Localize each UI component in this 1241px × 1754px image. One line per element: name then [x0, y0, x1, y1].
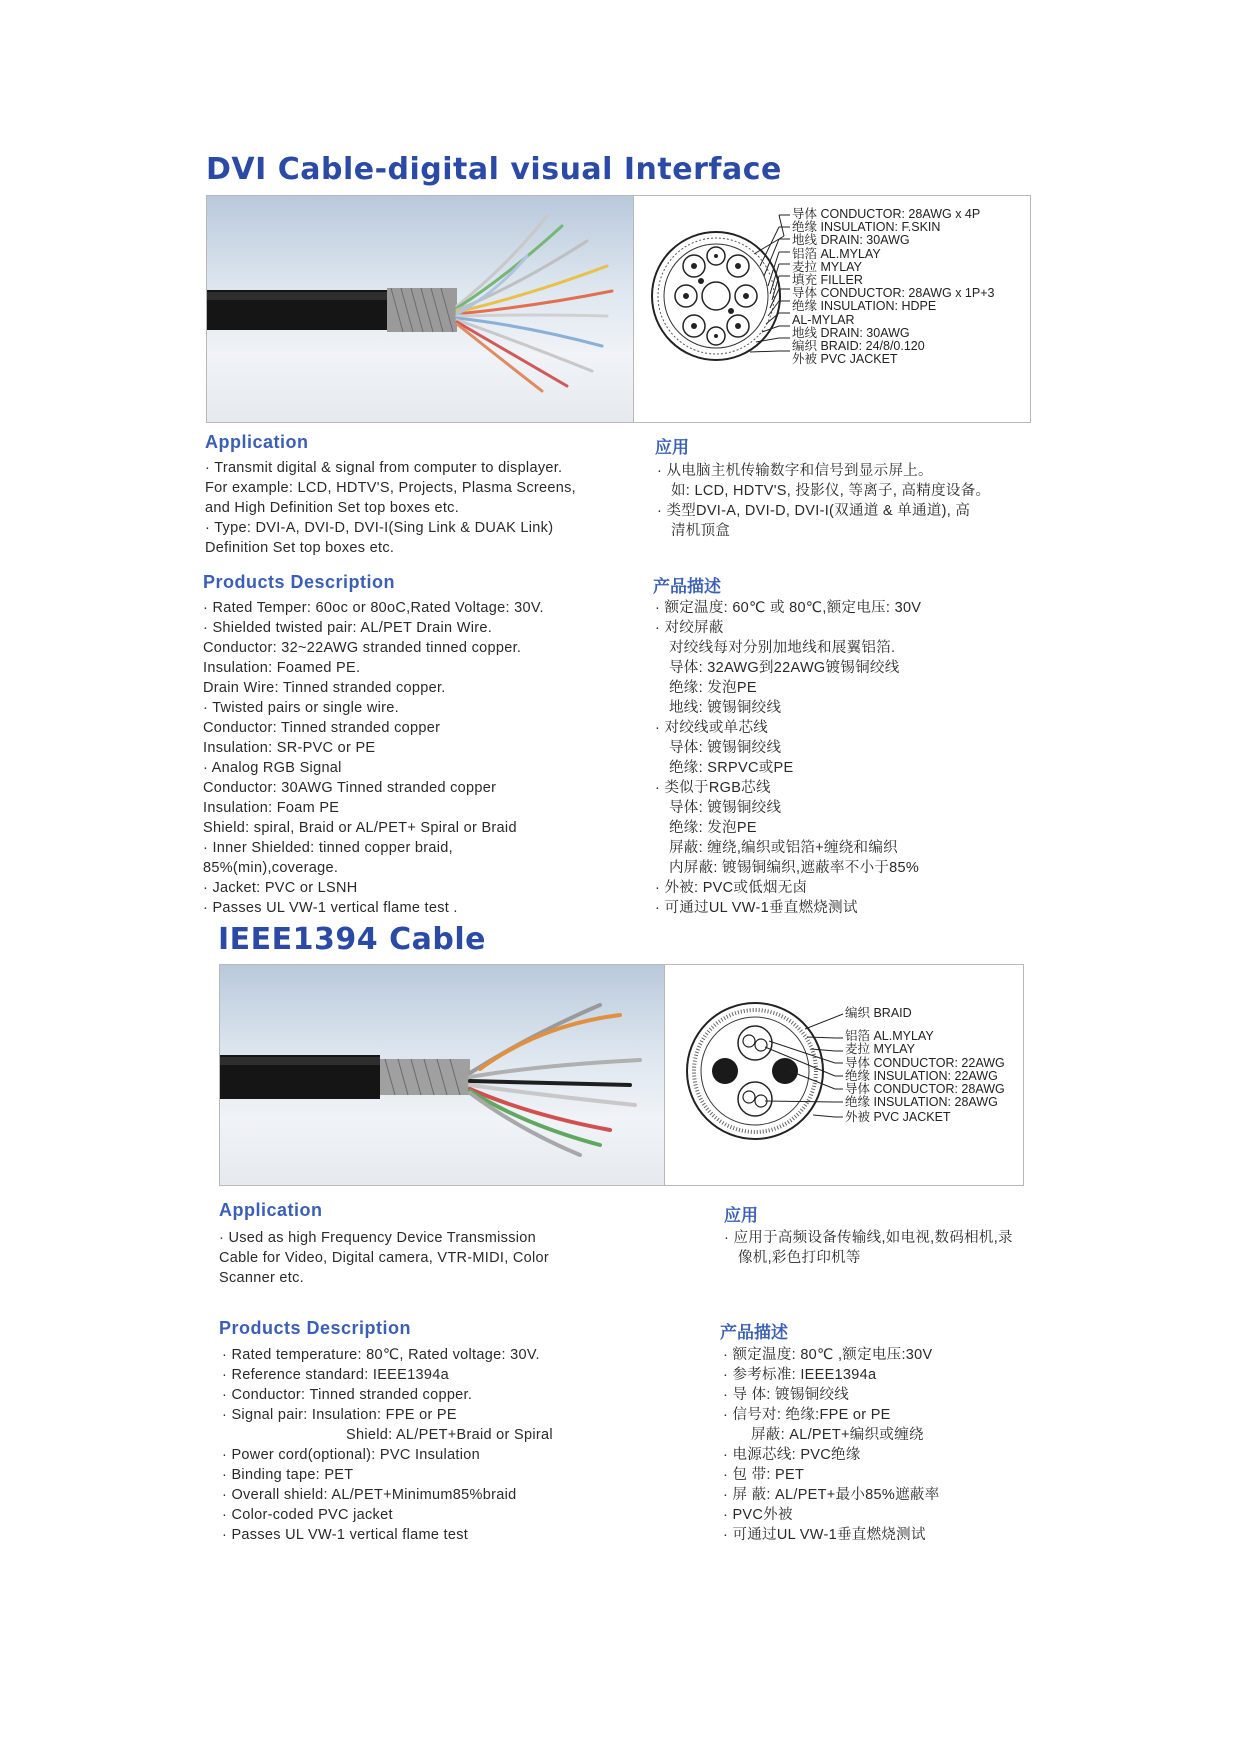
ieee-application-text — [219, 1228, 549, 1288]
text-line: · 应用于高频设备传输线,如电视,数码相机,录 — [724, 1230, 1013, 1246]
text-line: 85%(min),coverage. — [203, 860, 339, 876]
text-line: · 导 体: 镀锡铜绞线 — [723, 1387, 850, 1403]
text-line: Insulation: SR-PVC or PE — [203, 740, 376, 756]
text-line: · 对绞线或单芯线 — [655, 720, 769, 736]
text-line: · 信号对: 绝缘:FPE or PE — [723, 1407, 891, 1423]
text-line: Shield: AL/PET+Braid or Spiral — [346, 1427, 553, 1443]
text-line: 对绞线每对分别加地线和展翼铝箔. — [669, 640, 896, 656]
dvi-application-heading: Application — [205, 432, 309, 452]
text-line: For example: LCD, HDTV'S, Projects, Plasma Screens, — [205, 480, 577, 496]
text-line: · Rated temperature: 80℃, Rated voltage: 30V. — [222, 1347, 540, 1363]
dvi-application-cn-heading: 应用 — [655, 438, 689, 457]
dvi-cable-photo — [207, 196, 633, 422]
text-line: · Conductor: Tinned stranded copper. — [222, 1387, 473, 1403]
text-line: · 屏 蔽: AL/PET+最小85%遮蔽率 — [723, 1487, 940, 1503]
ieee-image-panel — [219, 964, 1024, 1186]
text-line: · Power cord(optional): PVC Insulation — [222, 1447, 481, 1463]
text-line: · 额定温度: 80℃ ,额定电压:30V — [723, 1347, 933, 1363]
text-line: 清机顶盒 — [671, 523, 731, 539]
dvi-application-text — [205, 458, 576, 558]
ieee-cross-section — [664, 965, 1024, 1185]
text-line: 如: LCD, HDTV'S, 投影仪, 等离子, 高精度设备。 — [671, 483, 991, 499]
dvi-products-text — [203, 598, 544, 918]
ieee-products-heading: Products Description — [219, 1318, 412, 1338]
ieee-title: IEEE1394 Cable — [218, 922, 486, 957]
dvi-legend — [792, 208, 994, 366]
ieee-legend-item: 绝缘 INSULATION: 22AWG — [845, 1068, 998, 1083]
ieee-legend-item: 绝缘 INSULATION: 28AWG — [845, 1095, 998, 1110]
ieee-legend — [845, 1007, 1005, 1125]
text-line: · Binding tape: PET — [222, 1467, 354, 1483]
text-line: · Twisted pairs or single wire. — [203, 700, 399, 716]
text-line: · 外被: PVC或低烟无卤 — [655, 880, 808, 896]
ieee-legend-item: 编织 BRAID — [845, 1006, 912, 1020]
ieee-products-cn-text — [723, 1345, 940, 1545]
dvi-legend-item: 绝缘 INSULATION: F.SKIN — [792, 220, 941, 235]
dvi-legend-item: 地线 DRAIN: 30AWG — [792, 233, 910, 248]
text-line: · 额定温度: 60℃ 或 80℃,额定电压: 30V — [655, 600, 922, 616]
dvi-legend-item: 导体 CONDUCTOR: 28AWG x 1P+3 — [792, 286, 995, 301]
ieee-application-cn-text — [724, 1228, 1013, 1268]
ieee-products-text — [222, 1345, 553, 1545]
text-line: · Reference standard: IEEE1394a — [222, 1367, 449, 1383]
text-line: · Color-coded PVC jacket — [222, 1507, 393, 1523]
ieee-cable-illustration — [220, 965, 664, 1185]
ieee-cable-photo — [220, 965, 664, 1185]
dvi-cross-section — [633, 196, 1031, 422]
ieee-legend-item: 铝箔 AL.MYLAY — [845, 1029, 934, 1044]
dvi-image-panel — [206, 195, 1031, 423]
text-line: · 参考标准: IEEE1394a — [723, 1367, 877, 1383]
text-line: 地线: 镀锡铜绞线 — [669, 700, 782, 716]
text-line: and High Definition Set top boxes etc. — [205, 500, 460, 516]
ieee-legend-item: 外被 PVC JACKET — [845, 1110, 951, 1125]
text-line: · Used as high Frequency Device Transmission — [219, 1230, 537, 1246]
dvi-legend-item: 导体 CONDUCTOR: 28AWG x 4P — [792, 207, 981, 221]
text-line: 导体: 镀锡铜绞线 — [669, 800, 782, 816]
text-line: · Inner Shielded: tinned copper braid, — [203, 840, 453, 856]
text-line: · 包 带: PET — [723, 1467, 805, 1483]
text-line: · Jacket: PVC or LSNH — [203, 880, 358, 896]
text-line: · Passes UL VW-1 vertical flame test . — [203, 900, 458, 916]
text-line: · Passes UL VW-1 vertical flame test — [222, 1527, 469, 1543]
text-line: · 可通过UL VW-1垂直燃烧测试 — [655, 900, 858, 916]
text-line: · Signal pair: Insulation: FPE or PE — [222, 1407, 457, 1423]
text-line: 绝缘: 发泡PE — [669, 820, 757, 836]
dvi-legend-item: 麦拉 MYLAY — [792, 259, 862, 274]
dvi-products-cn-text — [655, 598, 921, 918]
dvi-legend-item: 地线 DRAIN: 30AWG — [792, 325, 910, 340]
text-line: · 对绞屏蔽 — [655, 620, 724, 636]
dvi-legend-item: 铝箔 AL.MYLAY — [792, 246, 881, 261]
dvi-products-heading: Products Description — [203, 572, 396, 592]
dvi-cable-illustration — [207, 196, 633, 422]
dvi-legend-item: 绝缘 INSULATION: HDPE — [792, 299, 937, 314]
text-line: · Rated Temper: 60oc or 80oC,Rated Voltage: 30V. — [203, 600, 544, 616]
text-line: · 可通过UL VW-1垂直燃烧测试 — [723, 1527, 926, 1543]
dvi-legend-item: 填充 FILLER — [792, 273, 863, 288]
ieee-application-cn-heading: 应用 — [724, 1206, 758, 1225]
text-line: Insulation: Foamed PE. — [203, 660, 361, 676]
text-line: · 类型DVI-A, DVI-D, DVI-I(双通道 & 单通道), 高 — [657, 503, 971, 519]
text-line: 屏蔽: AL/PET+编织或缠绕 — [751, 1427, 924, 1443]
text-line: Conductor: Tinned stranded copper — [203, 720, 441, 736]
text-line: · PVC外被 — [723, 1507, 793, 1523]
dvi-legend-item: 外被 PVC JACKET — [792, 352, 898, 367]
text-line: 内屏蔽: 镀锡铜编织,遮蔽率不小于85% — [669, 860, 920, 876]
ieee-legend-item: 导体 CONDUCTOR: 28AWG — [845, 1082, 1005, 1097]
text-line: Conductor: 32~22AWG stranded tinned copper. — [203, 640, 522, 656]
text-line: Shield: spiral, Braid or AL/PET+ Spiral or Braid — [203, 820, 517, 836]
text-line: 导体: 镀锡铜绞线 — [669, 740, 782, 756]
text-line: · Overall shield: AL/PET+Minimum85%braid — [222, 1487, 517, 1503]
dvi-legend-item: AL-MYLAR — [792, 312, 855, 327]
ieee-application-heading: Application — [219, 1200, 323, 1220]
dvi-products-cn-heading: 产品描述 — [653, 577, 721, 596]
ieee-legend-item: 导体 CONDUCTOR: 22AWG — [845, 1055, 1005, 1070]
text-line: 像机,彩色打印机等 — [738, 1250, 861, 1266]
text-line: Definition Set top boxes etc. — [205, 540, 395, 556]
ieee-products-cn-heading: 产品描述 — [720, 1323, 788, 1342]
ieee-legend-item: 麦拉 MYLAY — [845, 1042, 915, 1057]
text-line: · 电源芯线: PVC绝缘 — [723, 1447, 861, 1463]
dvi-application-cn-text — [657, 461, 990, 541]
text-line: · Analog RGB Signal — [203, 760, 342, 776]
text-line: · Transmit digital & signal from computer to displayer. — [205, 460, 563, 476]
text-line: 导体: 32AWG到22AWG镀锡铜绞线 — [669, 660, 900, 676]
text-line: 绝缘: 发泡PE — [669, 680, 757, 696]
text-line: Scanner etc. — [219, 1270, 305, 1286]
text-line: 绝缘: SRPVC或PE — [669, 760, 794, 776]
text-line: · Type: DVI-A, DVI-D, DVI-I(Sing Link & DUAK Link) — [205, 520, 554, 536]
text-line: Drain Wire: Tinned stranded copper. — [203, 680, 446, 696]
text-line: · Shielded twisted pair: AL/PET Drain Wire. — [203, 620, 493, 636]
text-line: Insulation: Foam PE — [203, 800, 340, 816]
text-line: 屏蔽: 缠绕,编织或铝箔+缠绕和编织 — [669, 840, 898, 856]
text-line: · 从电脑主机传输数字和信号到显示屏上。 — [657, 463, 933, 479]
text-line: Cable for Video, Digital camera, VTR-MIDI, Color — [219, 1250, 550, 1266]
text-line: Conductor: 30AWG Tinned stranded copper — [203, 780, 497, 796]
dvi-title: DVI Cable-digital visual Interface — [206, 152, 782, 187]
dvi-legend-item: 编织 BRAID: 24/8/0.120 — [792, 339, 925, 354]
text-line: · 类似于RGB芯线 — [655, 780, 771, 796]
